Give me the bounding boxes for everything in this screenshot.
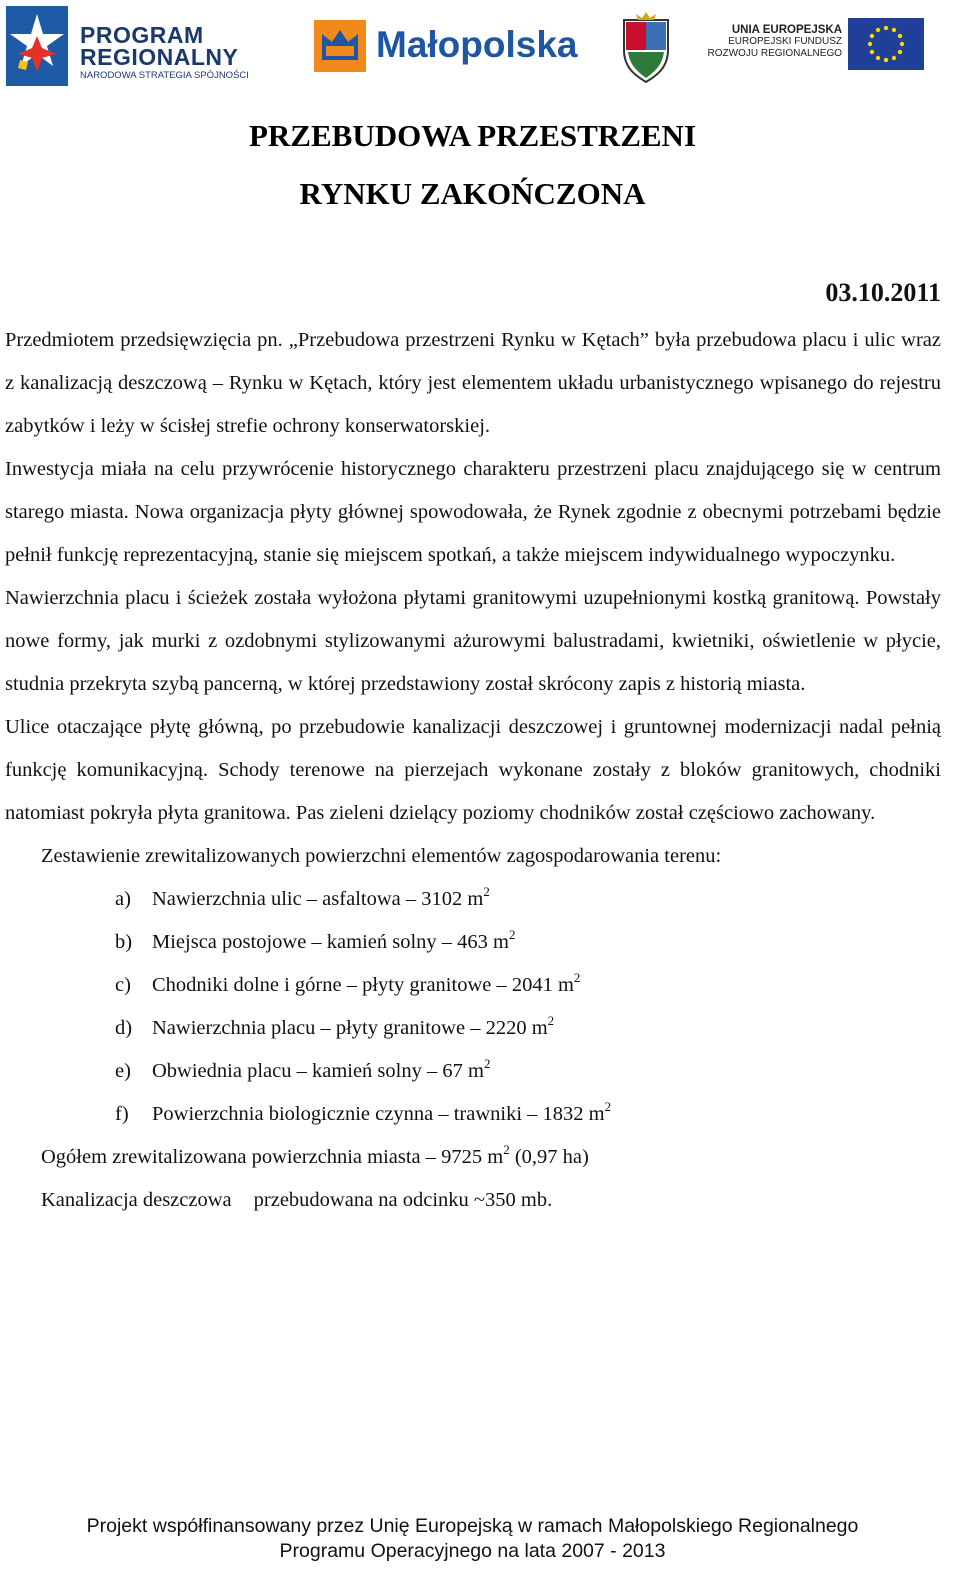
drainage-label: Kanalizacja deszczowa bbox=[41, 1189, 232, 1211]
document-title-line2: RYNKU ZAKOŃCZONA bbox=[299, 176, 646, 211]
unit-exponent: 2 bbox=[503, 1142, 510, 1157]
list-item-text: Chodniki dolne i górne – płyty granitowe – 2041 m bbox=[152, 974, 574, 996]
list-marker: c) bbox=[115, 974, 131, 996]
list-marker: b) bbox=[115, 931, 133, 953]
surface-list bbox=[5, 878, 941, 1136]
malopolska-logo bbox=[314, 20, 584, 74]
total-area: Ogółem zrewitalizowana powierzchnia miasta – 9725 $m^2$ (0,97 ha) bbox=[41, 1142, 589, 1168]
list-item bbox=[5, 878, 941, 921]
document-title-line1: PRZEBUDOWA PRZESTRZENI bbox=[248, 118, 697, 153]
drainage-text: przebudowana na odcinku ~350 mb. bbox=[253, 1189, 553, 1211]
unit-exponent: 2 bbox=[483, 884, 490, 899]
program-regionalny-logo bbox=[6, 6, 274, 86]
paragraph: Inwestycja miała na celu przywrócenie historycznego charakteru przestrzeni placu znajdującego się w centrum starego miasta. Nowa organizacja płyty głównej spowodowała, że Rynek zgodnie z obecnymi potrzebami będzie pełnił funkcję reprezentacyjną, stanie się miejscem spotkań, a także miejscem indywidualnego wypoczynku. bbox=[5, 458, 941, 566]
list-intro: Zestawienie zrewitalizowanych powierzchni elementów zagospodarowania terenu: bbox=[41, 845, 722, 867]
paragraph: Przedmiotem przedsięwzięcia pn. „Przebudowa przestrzeni Rynku w Kętach” była przebudowa placu i ulic wraz z kanalizacją deszczową – Rynku w Kętach, który jest elementem układu urbanistycznego wpisanego do rejestru zabytków i leży w ścisłej strefie ochrony konserwatorskiej. bbox=[5, 329, 941, 437]
footer bbox=[0, 1514, 945, 1564]
list-marker: e) bbox=[115, 1060, 131, 1082]
list-item bbox=[5, 964, 941, 1007]
list-item-text: Powierzchnia biologicznie czynna – trawniki – 1832 m bbox=[152, 1103, 605, 1125]
list-item bbox=[5, 1050, 941, 1093]
malopolska-emblem-icon bbox=[314, 20, 366, 72]
list-item bbox=[5, 1093, 941, 1136]
list-marker: f) bbox=[115, 1103, 129, 1125]
footer-line2: Programu Operacyjnego na lata 2007 - 2013 bbox=[279, 1540, 666, 1562]
coat-of-arms-icon bbox=[616, 10, 676, 86]
program-logo-subtitle: NARODOWA STRATEGIA SPÓJNOŚCI bbox=[80, 70, 249, 81]
unit-exponent: 2 bbox=[547, 1013, 555, 1028]
paragraph: Nawierzchnia placu i ścieżek została wyłożona płytami granitowymi uzupełnionymi kostką granitową. Powstały nowe formy, jak murki z ozdobnymi stylizowanymi ażurowymi balustradami, kwietniki, oświetlenie w płycie, studnia przekryta szybą pancerną, w której przedstawiony został skrócony zapis z historią miasta. bbox=[5, 587, 941, 695]
paragraph: Ulice otaczające płytę główną, po przebudowie kanalizacji deszczowej i gruntownej modernizacji nadal pełnią funkcję komunikacyjną. Schody terenowe na pierzejach wykonane zostały z bloków granitowych, chodniki natomiast pokryła płyta granitowa. Pas zieleni dzielący poziomy chodników został częściowo zachowany. bbox=[5, 716, 941, 824]
list-marker: a) bbox=[115, 888, 131, 910]
star-icon bbox=[6, 6, 68, 86]
footer-line1: Projekt współfinansowany przez Unię Europejską w ramach Małopolskiego Regionalnego bbox=[86, 1515, 859, 1537]
list-item-text: Miejsca postojowe – kamień solny – 463 m bbox=[152, 931, 509, 953]
document-date: 03.10.2011 bbox=[825, 278, 941, 307]
program-logo-title: PROGRAM REGIONALNY bbox=[80, 22, 239, 70]
unit-exponent: 2 bbox=[509, 927, 516, 942]
unit-exponent: 2 bbox=[604, 1099, 612, 1114]
logo-header bbox=[0, 0, 960, 95]
unit-exponent: 2 bbox=[483, 1056, 491, 1071]
list-item bbox=[5, 1007, 941, 1050]
eu-flag-icon bbox=[848, 18, 924, 70]
eu-fund-label: UNIA EUROPEJSKA EUROPEJSKI FUNDUSZ ROZWOJU REGIONALNEGO bbox=[707, 24, 842, 59]
list-marker: d) bbox=[115, 1017, 133, 1039]
malopolska-wordmark: Małopolska bbox=[376, 24, 578, 65]
list-item-text: Nawierzchnia placu – płyty granitowe – 2220 m bbox=[152, 1017, 548, 1039]
unit-exponent: 2 bbox=[573, 970, 581, 985]
list-item-text: Obwiednia placu – kamień solny – 67 m bbox=[152, 1060, 484, 1082]
list-item-text: Nawierzchnia ulic – asfaltowa – 3102 m bbox=[152, 888, 484, 910]
list-item bbox=[5, 921, 941, 964]
drainage-info bbox=[41, 1179, 941, 1222]
document-body bbox=[5, 319, 941, 1222]
